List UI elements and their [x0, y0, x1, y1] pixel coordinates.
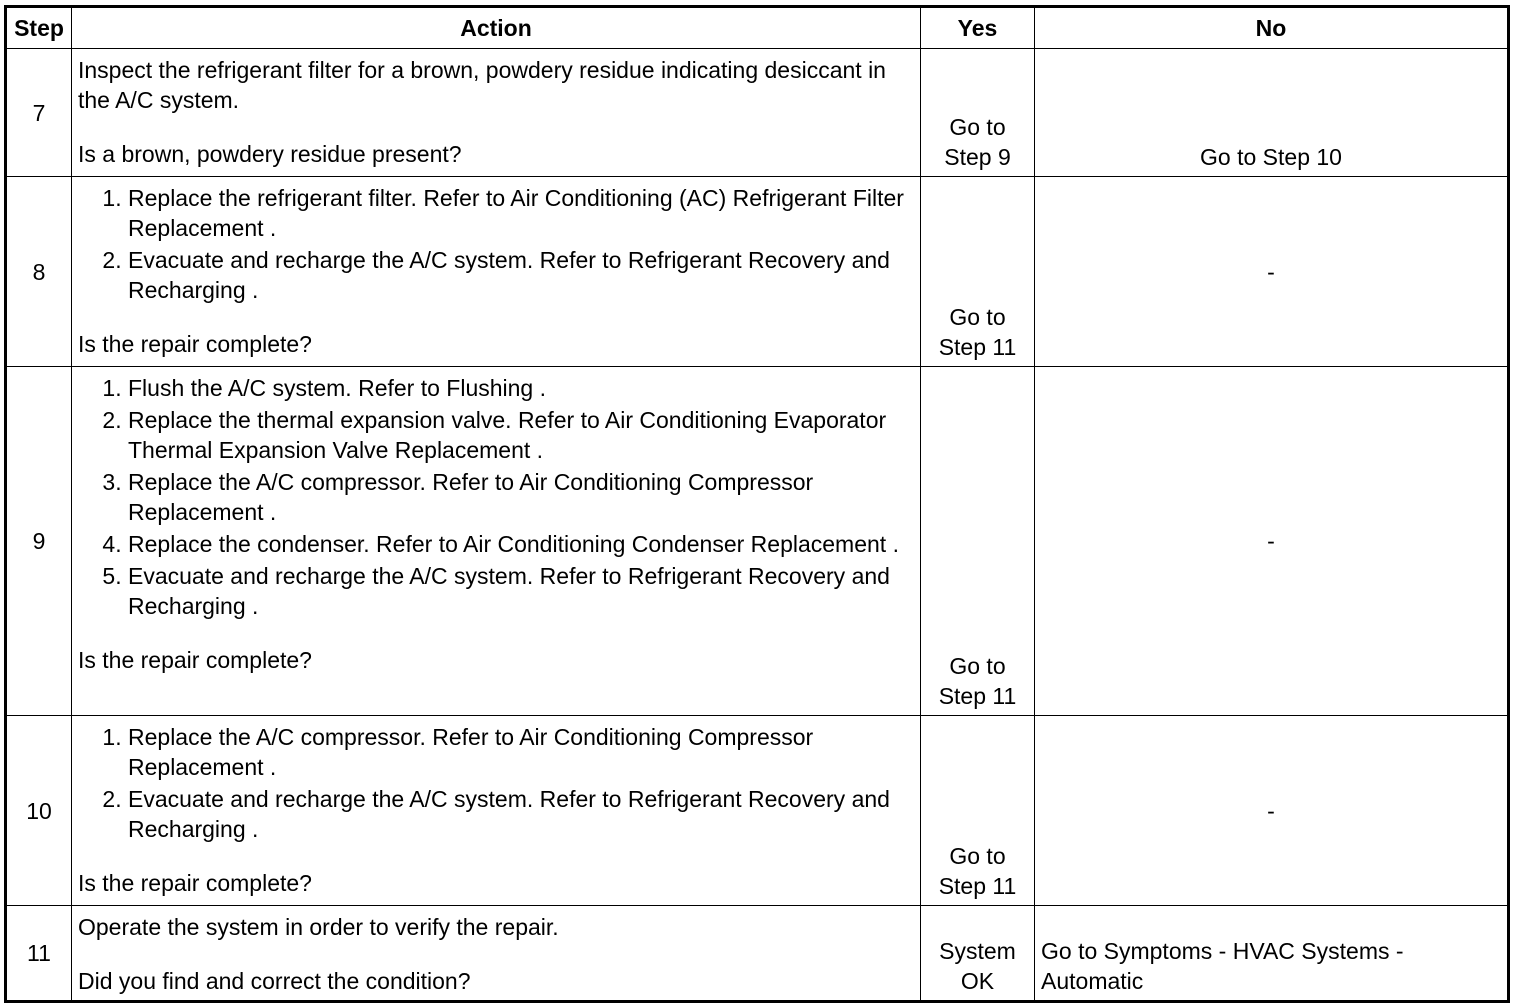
yes-line: Go to: [949, 653, 1006, 679]
yes-line: Step 11: [938, 683, 1017, 709]
action-cell: [72, 716, 921, 906]
step-number: 10: [6, 716, 72, 906]
yes-line: Step 9: [944, 144, 1011, 170]
table-row: [6, 367, 1509, 716]
header-step: Step: [6, 7, 72, 49]
no-cell: Go to Step 10: [1035, 49, 1509, 177]
header-yes: Yes: [921, 7, 1035, 49]
yes-cell: [921, 716, 1035, 906]
yes-line: Go to: [949, 843, 1006, 869]
action-question: Is the repair complete?: [78, 647, 312, 673]
action-intro: Operate the system in order to verify the repair.: [78, 914, 559, 940]
step-number: 8: [6, 177, 72, 367]
table-row: [6, 716, 1509, 906]
action-question: Is the repair complete?: [78, 331, 312, 357]
yes-line: Go to: [949, 304, 1006, 330]
yes-line: OK: [960, 968, 995, 994]
table-row: [6, 906, 1509, 1002]
action-list-item: 4. Replace the condenser. Refer to Air Conditioning Condenser Replacement .: [128, 529, 914, 559]
yes-cell: [921, 49, 1035, 177]
yes-line: Step 11: [938, 334, 1017, 360]
diagnostic-table: [4, 5, 1510, 1003]
step-number: 11: [6, 906, 72, 1002]
action-list: [78, 183, 914, 305]
action-cell: [72, 367, 921, 716]
yes-line: Go to: [949, 114, 1006, 140]
action-cell: [72, 906, 921, 1002]
yes-cell: [921, 906, 1035, 1002]
no-cell: -: [1035, 367, 1509, 716]
action-cell: [72, 177, 921, 367]
no-line: Automatic: [1041, 968, 1144, 994]
step-number: 7: [6, 49, 72, 177]
action-list-item: 2. Replace the thermal expansion valve. Refer to Air Conditioning Evaporator Thermal Expansion Valve Replacement .: [128, 405, 914, 465]
action-question: Is a brown, powdery residue present?: [78, 141, 462, 167]
action-list: [78, 722, 914, 844]
action-list-item: 2. Evacuate and recharge the A/C system. Refer to Refrigerant Recovery and Recharging .: [128, 245, 914, 305]
table-row: [6, 49, 1509, 177]
header-row: [6, 7, 1509, 49]
no-line: Go to Symptoms - HVAC Systems -: [1041, 938, 1404, 964]
yes-cell: [921, 367, 1035, 716]
no-cell: -: [1035, 716, 1509, 906]
action-list-item: 3. Replace the A/C compressor. Refer to Air Conditioning Compressor Replacement .: [128, 467, 914, 527]
yes-cell: [921, 177, 1035, 367]
no-cell: -: [1035, 177, 1509, 367]
action-list-item: 1. Replace the A/C compressor. Refer to Air Conditioning Compressor Replacement .: [128, 722, 914, 782]
action-cell: [72, 49, 921, 177]
table-row: [6, 177, 1509, 367]
no-cell: [1035, 906, 1509, 1002]
action-intro: Inspect the refrigerant filter for a brown, powdery residue indicating desiccant in the A/C system.: [78, 57, 886, 113]
yes-line: System: [939, 938, 1016, 964]
header-no: No: [1035, 7, 1509, 49]
yes-line: Step 11: [938, 873, 1017, 899]
action-list-item: 1. Flush the A/C system. Refer to Flushing .: [128, 373, 914, 403]
action-question: Did you find and correct the condition?: [78, 968, 471, 994]
action-list-item: 5. Evacuate and recharge the A/C system. Refer to Refrigerant Recovery and Recharging .: [128, 561, 914, 621]
action-list-item: 2. Evacuate and recharge the A/C system. Refer to Refrigerant Recovery and Recharging .: [128, 784, 914, 844]
header-action: Action: [72, 7, 921, 49]
action-question: Is the repair complete?: [78, 870, 312, 896]
action-list-item: 1. Replace the refrigerant filter. Refer to Air Conditioning (AC) Refrigerant Filter Replacement .: [128, 183, 914, 243]
step-number: 9: [6, 367, 72, 716]
action-list: [78, 373, 914, 621]
